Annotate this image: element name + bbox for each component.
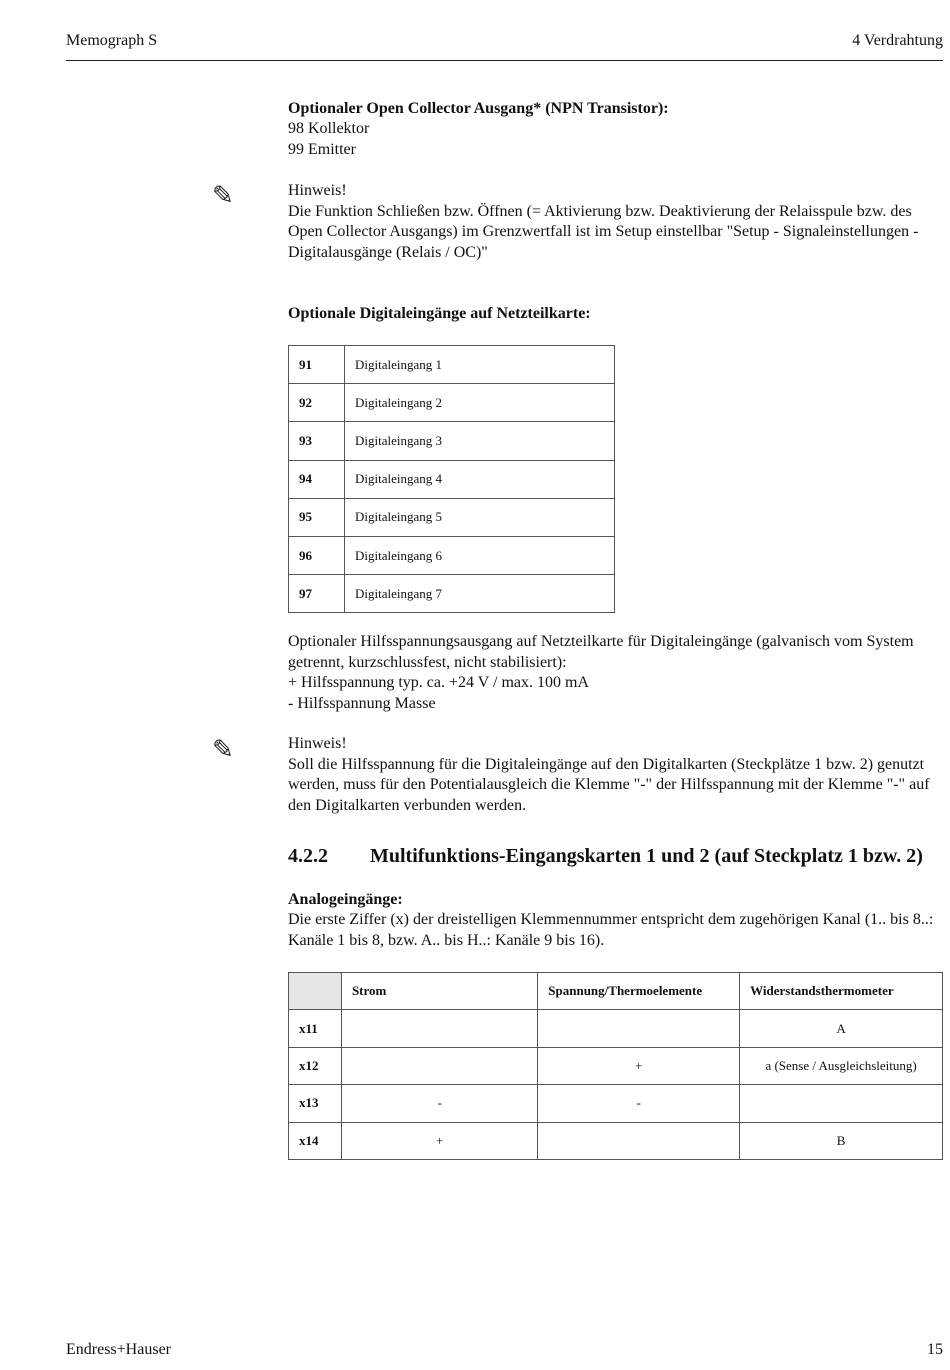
terminal-number: x11 — [289, 1010, 342, 1047]
table-cell: A — [740, 1010, 943, 1047]
section-heading — [288, 845, 923, 868]
table-header-row — [289, 973, 943, 1010]
note-1 — [288, 181, 943, 263]
pencil-note-icon: ✎ — [212, 735, 234, 764]
table-cell: + — [341, 1122, 537, 1159]
table-cell: B — [740, 1122, 943, 1159]
footer-page-number: 15 — [927, 1341, 943, 1358]
table-row — [289, 1047, 943, 1084]
header-chapter-title: 4 Verdrahtung — [852, 32, 943, 49]
analog-inputs-description: Die erste Ziffer (x) der dreistelligen Klemmennummer entspricht dem zugehörigen Kanal (1.. bis 8..: Kanäle 1 bis 8, bzw. A.. bis H..: Kanäle 9 bis 16). — [288, 911, 934, 949]
table-cell: - — [341, 1085, 537, 1122]
analog-inputs-block — [288, 890, 943, 951]
terminal-label: Digitaleingang 5 — [345, 498, 615, 536]
terminal-number: x13 — [289, 1085, 342, 1122]
terminal-label: Digitaleingang 3 — [345, 422, 615, 460]
terminal-label: Digitaleingang 2 — [345, 384, 615, 422]
digital-inputs-table — [288, 345, 615, 613]
open-collector-line: 99 Emitter — [288, 140, 356, 158]
terminal-label: Digitaleingang 1 — [345, 346, 615, 384]
table-cell: - — [538, 1085, 740, 1122]
note-title: Hinweis! — [288, 735, 347, 752]
table-row — [289, 1085, 943, 1122]
pencil-note-icon: ✎ — [212, 181, 234, 210]
terminal-label: Digitaleingang 7 — [345, 575, 615, 613]
table-row — [289, 422, 615, 460]
table-row — [289, 1122, 943, 1159]
terminal-number: 97 — [289, 575, 345, 613]
table-cell — [538, 1122, 740, 1159]
aux-voltage-block — [288, 632, 943, 714]
terminal-label: Digitaleingang 6 — [345, 536, 615, 574]
terminal-label: Digitaleingang 4 — [345, 460, 615, 498]
footer-company: Endress+Hauser — [66, 1341, 171, 1358]
note-2 — [288, 734, 943, 816]
table-row — [289, 346, 615, 384]
digital-inputs-block — [288, 304, 943, 324]
table-row — [289, 1010, 943, 1047]
aux-voltage-plus: + Hilfsspannung typ. ca. +24 V / max. 100 mA — [288, 674, 589, 691]
aux-voltage-description: Optionaler Hilfsspannungsausgang auf Netzteilkarte für Digitaleingänge (galvanisch vom System getrennt, kurzschlussfest, nicht stabilisiert): — [288, 633, 914, 671]
aux-voltage-minus: - Hilfsspannung Masse — [288, 694, 436, 712]
table-row — [289, 460, 615, 498]
column-header-rtd: Widerstandsthermometer — [740, 973, 943, 1010]
table-corner-cell — [289, 973, 342, 1010]
terminal-number: 96 — [289, 536, 345, 574]
section-number: 4.2.2 — [288, 845, 328, 867]
terminal-number: 92 — [289, 384, 345, 422]
analog-inputs-table — [288, 972, 943, 1160]
analog-inputs-heading: Analogeingänge: — [288, 891, 403, 908]
terminal-number: 93 — [289, 422, 345, 460]
table-row — [289, 384, 615, 422]
table-row — [289, 575, 615, 613]
table-cell — [740, 1085, 943, 1122]
note-text: Die Funktion Schließen bzw. Öffnen (= Aktivierung bzw. Deaktivierung der Relaisspule bzw. des Open Collector Ausgangs) im Grenzwertfall ist im Setup einstellbar "Setup - Signaleinstellungen - Digitalausgänge (Relais / OC)" — [288, 202, 919, 261]
table-cell: + — [538, 1047, 740, 1084]
terminal-number: x14 — [289, 1122, 342, 1159]
header-document-title: Memograph S — [66, 32, 158, 49]
column-header-voltage-thermocouple: Spannung/Thermoelemente — [538, 973, 740, 1010]
table-cell: a (Sense / Ausgleichsleitung) — [740, 1047, 943, 1084]
section-title: Multifunktions-Eingangskarten 1 und 2 (auf Steckplatz 1 bzw. 2) — [370, 845, 923, 867]
page-header — [66, 32, 943, 61]
note-text: Soll die Hilfsspannung für die Digitaleingänge auf den Digitalkarten (Steckplätze 1 bzw. 2) genutzt werden, muss für den Potentialausgleich die Klemme "-" der Hilfsspannung mit der Klemme "-" auf den Digitalkarten verbunden werden. — [288, 755, 930, 814]
table-row — [289, 498, 615, 536]
digital-inputs-heading: Optionale Digitaleingänge auf Netzteilkarte: — [288, 305, 591, 322]
open-collector-line: 98 Kollektor — [288, 120, 370, 137]
note-title: Hinweis! — [288, 182, 347, 199]
table-cell — [341, 1047, 537, 1084]
open-collector-heading: Optionaler Open Collector Ausgang* (NPN Transistor): — [288, 100, 669, 117]
terminal-number: 91 — [289, 346, 345, 384]
table-cell — [538, 1010, 740, 1047]
table-row — [289, 536, 615, 574]
terminal-number: 95 — [289, 498, 345, 536]
terminal-number: 94 — [289, 460, 345, 498]
table-cell — [341, 1010, 537, 1047]
open-collector-block — [288, 99, 943, 160]
column-header-current: Strom — [341, 973, 537, 1010]
terminal-number: x12 — [289, 1047, 342, 1084]
